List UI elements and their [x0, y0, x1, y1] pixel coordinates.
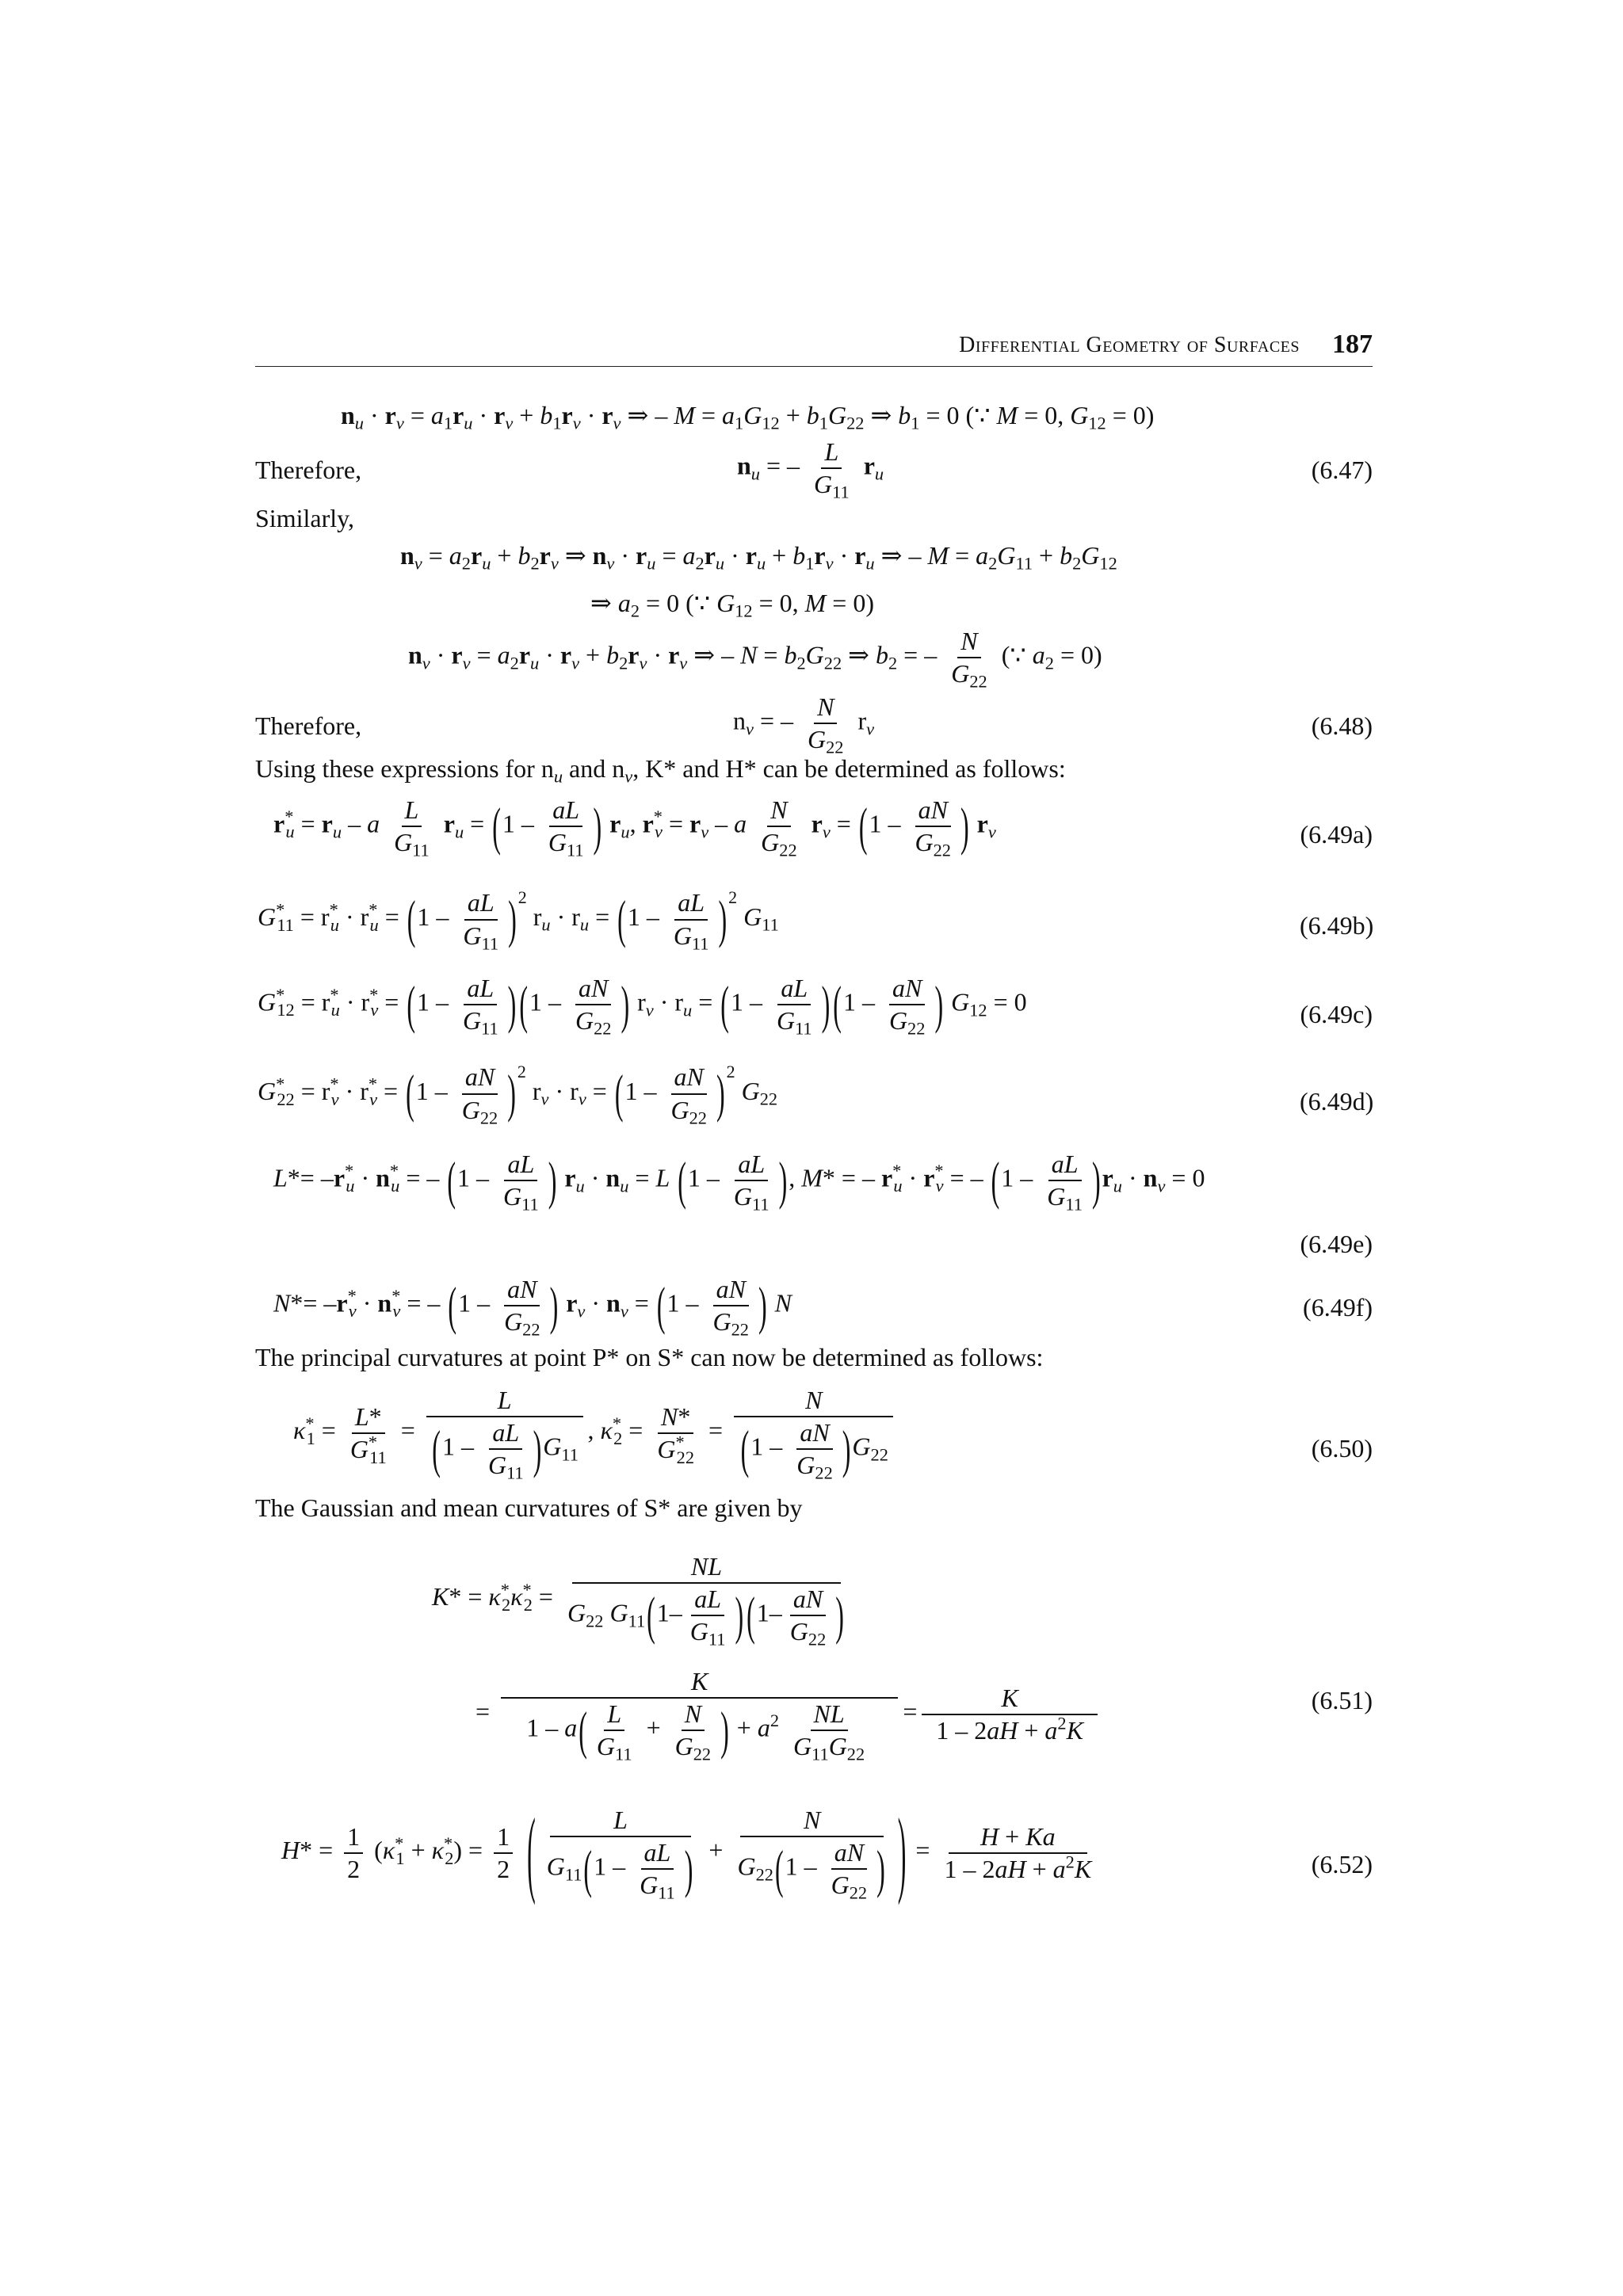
equation-number: (6.49d) [1300, 1087, 1374, 1116]
equation-number: (6.49c) [1300, 1000, 1373, 1028]
equation-number: (6.49e) [1300, 1230, 1373, 1258]
equation-line: $n_v = a_2r_u + b_2r_v$ ⇒ $n_v \cdot r_u = a_2r_u \cdot r_u + b_1r_v \cdot r_u$ ⇒ – $M = a_2G_{11} + b_2G_{12}$ [400, 541, 1117, 574]
equation-line: $n_v \cdot r_v = a_2r_u \cdot r_v + b_2r_v \cdot r_v$ ⇒ – $N = b_2G_{22}$ ⇒ $b_2$ = – $\frac{N}{G_{22}}$ (∵ $a_2 = 0$) [408, 627, 1102, 692]
equation-6-49d: $G^*_{22} = r^*_v \cdot r^*_v = (1$ – $\frac{aN}{G_{22}}$ )$^2$ $r_v \cdot r_v = (1$ – $\frac{aN}{G_{22}}$ )$^2$ $G_{22}$ [258, 1062, 778, 1128]
header-rule [255, 366, 1373, 367]
equation-6-49b: $G^*_{11} = r^*_u \cdot r^*_u = (1$ – $\frac{aL}{G_{11}}$ )$^2$ $r_u \cdot r_u = (1$ – $\frac{aL}{G_{11}}$ )$^2$ $G_{11}$ [258, 887, 779, 954]
equation-line: $n_u \cdot r_v = a_1r_u \cdot r_v + b_1r_v \cdot r_v$ ⇒ – $M = a_1G_{12} + b_1G_{22}$ ⇒ $b_1 = 0$ (∵ M = 0, $G_{12} = 0$) [341, 401, 1155, 433]
equation-number: (6.48) [1311, 711, 1373, 740]
equation-6-50: $\kappa^*_1$ = $\frac{L*}{G^*_{11}}$ = L (1 – $\frac{aL}{G_{11}}$ )$G_{11}$ , $\kappa^*_2$ = $\frac{N*}{G^*_{22}}$ = N (1 – $\frac{aN}{G_{22}}$ )$G_{22}$ [293, 1386, 898, 1480]
using-sentence: Using these expressions for $n_u$ and $n_v$, K* and H* can be determined as follows: [255, 754, 1066, 787]
therefore-label: Therefore, [255, 456, 362, 484]
equation-6-51a: $K* = \kappa^*_2\kappa^*_2$ = NL $G_{22}$ $G_{11}(1-$ $\frac{aL}{G_{11}}$ ) (1– $\frac{aN}{G_{22}}$ ) [432, 1552, 844, 1650]
equation-line: ⇒ $a_2 = 0$ (∵ $G_{12} = 0$, M = 0) [590, 589, 874, 621]
equation-6-48: $n_v$ = – $\frac{N}{G_{22}}$ $r_v$ [733, 692, 875, 757]
equation-6-52: H* = $\frac{1}{2}$ $(\kappa^*_1 + \kappa^*_2)$ = $\frac{1}{2}$ ( L $G_{11}(1$ – $\frac{aL}{G_{11}}$ ) + N $G_{22}(1$ – $\frac{aN}{G_{22}}$ ) ) = $\frac{H + Ka}{1 - 2aH + a^2K}$ [281, 1797, 1092, 1906]
equation-number: (6.49a) [1300, 820, 1373, 849]
equation-number: (6.47) [1311, 456, 1373, 484]
equation-6-51b: = K 1 – a( $\frac{L}{G_{11}}$ + $\frac{N}{G_{22}}$ ) + $a^2$ $\frac{NL}{G_{11}G_{22}}$ = $\frac{K}{1 - 2aH + a^2K}$ [475, 1668, 1102, 1761]
page-header [255, 330, 1373, 364]
principal-sentence: The principal curvatures at point P* on S* can now be determined as follows: [255, 1343, 1044, 1371]
similarly-label: Similarly, [255, 504, 355, 532]
equation-6-49e: $L*= -r^*_u \cdot n^*_u$ = – (1 – $\frac{aL}{G_{11}}$ ) $r_u \cdot n_u = L$ (1 – $\frac{aL}{G_{11}}$ ), M* = – $r^*_u \cdot r^*_v$ = – (1 – $\frac{aL}{G_{11}}$ )$r_u \cdot n_v = 0$ [273, 1150, 1205, 1215]
running-head: Differential Geometry of Surfaces [959, 333, 1300, 357]
equation-6-49a: $r^*_u = r_u - a$ $\frac{L}{G_{11}}$ $r_u = (1$ – $\frac{aL}{G_{11}}$ ) $r_u$, $r^*_v = r_v - a$ $\frac{N}{G_{22}}$ $r_v = (1$ – $\frac{aN}{G_{22}}$ ) $r_v$ [273, 795, 996, 860]
equation-number: (6.49f) [1303, 1293, 1373, 1322]
equation-number: (6.51) [1311, 1686, 1373, 1714]
gaussian-sentence: The Gaussian and mean curvatures of S* are given by [255, 1493, 803, 1522]
equation-6-49f: $N*= -r^*_v \cdot n^*_v$ = – (1 – $\frac{aN}{G_{22}}$ ) $r_v \cdot n_v = (1$ – $\frac{aN}{G_{22}}$ ) N [273, 1275, 792, 1340]
therefore-label: Therefore, [255, 711, 362, 740]
page-number: 187 [1332, 330, 1373, 359]
equation-6-49c: $G^*_{12} = r^*_u \cdot r^*_v = (1$ – $\frac{aL}{G_{11}}$ ) (1 – $\frac{aN}{G_{22}}$ ) $r_v \cdot r_u = (1$ – $\frac{aL}{G_{11}}$ ) (1 – $\frac{aN}{G_{22}}$ ) $G_{12} = 0$ [258, 974, 1027, 1039]
equation-number: (6.49b) [1300, 911, 1374, 940]
equation-number: (6.50) [1311, 1434, 1373, 1463]
equation-6-47: $n_u$ = – $\frac{L}{G_{11}}$ $r_u$ [737, 437, 884, 502]
equation-number: (6.52) [1311, 1850, 1373, 1878]
